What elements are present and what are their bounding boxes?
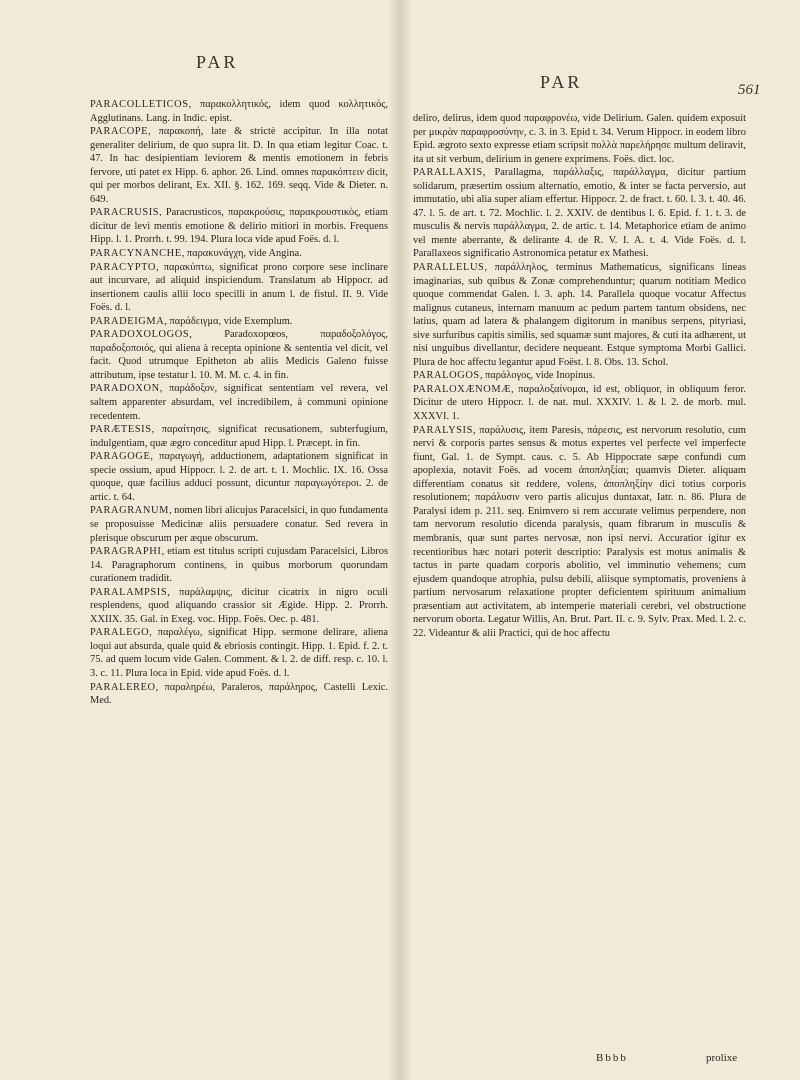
entry-text: , Paradoxopœos, παραδοξολόγος, παραδοξοποιός, qui aliena à recepta opinione & sententia vel dicit, vel facit. Quod utrumque Epitheton ab aliis Medicis Galeno fuisse attributum, ipse testatur l. 10. M. M. c. 4. in fin. [90,329,388,381]
entry-text: , παράλογος, vide Inopinus. [479,370,596,382]
entry-headword: PARÆTESIS [90,424,152,436]
dictionary-entry [90,328,388,382]
entry-text: , παρακοπή, late & strictè accipitur. In illa notat generaliter delirium, de quo supra lit. D. In qua etiam legitur Coac. t. 47. In hac desipientiam leviorem & mentis emotionem in febris fervore, uti patet ex Hipp. 6. aphor. 26. Lind. omnes παρακόπτειν dicit, qui per morbos delirant, Ex. XII. §. 162. 169. seqq. Vide & Dieter. n. 649. [90,126,388,205]
dictionary-entry [413,112,746,166]
entry-headword: PARALYSIS [413,424,473,436]
dictionary-entry [90,206,388,247]
entry-headword: PARACYPTO [90,261,157,273]
entry-headword: PARACOLLETICOS [90,99,189,110]
entry-headword: PARAGRANUM [90,505,169,517]
running-head-left: PAR [196,52,239,72]
entry-text: , παραγωγή, adductionem, adaptationem significat in specie ossium, apud Hippocr. l. 2. de art. t. 1. Mochlic. IX. 16. Ossa quoque, quæ facilius adduci possunt, dicuntur παραγωγότεροι. 2. de artic. t. 64. [90,451,388,503]
entry-headword: PARAGRAPHI [90,546,162,558]
dictionary-entry [90,125,388,206]
catchword: prolixe [706,1052,738,1064]
entry-text: , Parallagma, παράλλαξις, παράλλαγμα, dicitur partium solidarum, præsertim ossium alternatio, emotio, & inter se facta perversio, aut immutatio, ubi alia super aliam effertur. Hippocr. 2. de fract. t. 60. l. 3. t. 40. 46. 47. l. 5. de art. t. 72. Mochlic. l. 2. XXIV. de dentibus l. 6. Epid. f. 1. t. 3. de musculis & nervis παράλλαγμα, 2. de artic. t. 14. Metaphorice etiam de animo vel mente aberrante, & delirante 4. de R. V. I. A. t. 4. Vide Foës. d. l. Parallaxeos significatio Astronomica petatur ex Mathesi. [413,167,746,260]
dictionary-entry [90,423,388,450]
entry-text: , παρακολλητικός, idem quod κολλητικός, Agglutinans. Lang. in Indic. epist. [90,99,388,124]
entry-text: , παράλυσις, item Paresis, πάρεσις, est nervorum resolutio, cum nervi & corporis partes sensus & motus expertes vel perfecte vel imperfecte fiunt, Gal. 1. de Sympt. caus. c. 5. Ab Hippocrate sæpe confundi cum apoplexia, notavit Foës. ad vocem ἀποπληξίαι; quamvis Dieter. aliquam differentiam conatus sit reddere, volens, ἀποπληξίην dici totius corporis resolutionem; παράλυσιν vero partis alicujus duntaxat, Iatr. n. 86. Plura de Paralysi idem p. 211. seq. Enimvero si rem accurate velimus perpendere, non tam nervorum resolutio dicenda paralysis, quam fibrarum in musculis & membranis, quæ sunt partes nervosæ, non ipsi nervi. Accuratior igitur ex recentioribus hæc notari poterit descriptio: Paralysis est motus animalis & tactus in parte quadam corporis abolitio, vel imminutio vehemens; cum ejusdem quandoque atrophia, pulsu debili, aliisque symptomatis, proveniens à partium nervosarum relaxatione propter deficientem spirituum animalium præsentiam aut activitatem, ab intemperie materiali cerebri, vel obstructione nervorum oborta. Legatur Willis, An. Brut. Part. II. c. 9. Sylv. Prax. Med. l. 2. c. 22. Videantur & alii Practici, qui de hoc affectu [413,424,746,639]
entry-headword: PARALLAXIS [413,167,483,179]
dictionary-entry [90,626,388,680]
dictionary-entry [413,369,746,383]
dictionary-entry [413,383,746,424]
entry-text: , παράδοξον, significat sententiam vel revera, vel saltem apparenter absurdam, vel incredibilem, à communi opinione recedentem. [90,383,388,422]
dictionary-entry [90,247,388,261]
dictionary-entry [90,545,388,586]
dictionary-entry [90,681,388,708]
running-head-right: PAR [540,72,583,92]
right-column [413,112,746,640]
entry-text: , παρακύπτω, significat prono corpore sese inclinare aut incurvare, ad aliquid inspiciendum. Translatum ab Hippocr. ad insertionem caulis allii loco specilli in anum l. de fistul. II. 9. Vide Foës. d. l. [90,261,388,314]
dictionary-entry [90,315,388,329]
dictionary-entry [90,382,388,423]
entry-headword: PARADOXON [90,383,160,395]
left-column [90,98,388,708]
page-number: 561 [738,82,761,98]
entry-headword: PARALEGO [90,627,150,639]
dictionary-entry [90,504,388,545]
entry-headword: PARALOXÆNOMÆ [413,383,512,395]
entry-headword: PARACRUSIS [90,207,160,219]
entry-text: , παραληρέω, Paraleros, παράληρος, Castelli Lexic. Med. [90,681,388,707]
entry-text: , Paracrusticos, παρακρούσις, παρακρουστικός, etiam dicitur de levi mentis emotione & delirio mitiori in morbis. Frequens Hipp. l. 1. Prorrh. t. 99. 194. Plura loca vide apud Foës. d. l. [90,207,388,246]
entry-text: , παράλληλος, terminus Mathematicus, significans lineas imaginarias, sub quibus & Zonæ comprehenduntur; quarum notitiam Medico quoque commendat Galen. l. 3. aph. 14. Parallela quoque vocatur Affectus malignus cutaneus, internam manuum ac pedum partem tantum obsidens, nec latius, quam ad latera & phalangem digitorum in manibus serpens, pityriasi, sive surfuribus capitis similis, sed squamæ sunt majores, & cuti ita adhærent, ut nisi unguibus divellantur, decidere nequeant. Estque symptoma Morbi Gallici. Plura de hoc affectu legantur apud Foëst. l. 8. Obs. 13. Schol. [413,262,746,368]
entry-text: , παραλοξαίνομαι, id est, obliquor, in obliquum feror. Dicitur de utero Hippocr. l. de nat. mul. XXXIV. 1. & l. 2. de morb. mul. XXXVI. 1. [413,383,746,423]
entry-headword: PARALLELUS [413,262,485,274]
entry-text: deliro, delirus, idem quod παραφρονέω, vide Delirium. Galen. quidem exposuit per μικρὰν παραφροσύνην, c. 3. in 3. Epid t. 34. Verum Hippocr. in eodem libro Epid. ægroto sexto expresse etiam scripsit πολλὰ παρελήρησε multum deliravit, ita ut sit verbum, delirium in genere exprimens. Foës. dict. loc. [413,113,746,165]
entry-text: , etiam est titulus scripti cujusdam Paracelsici, Libros 14. Paragraphorum continens, in quibus morborum quorundam curationem tradidit. [90,546,388,585]
entry-headword: PARADOXOLOGOS [90,329,190,341]
entry-headword: PARACYNANCHE [90,248,182,260]
entry-headword: PARALEREO [90,681,156,693]
entry-text: , παρακυνάγχη, vide Angina. [181,248,302,260]
entry-headword: PARAGOGE [90,451,151,463]
entry-headword: PARALOGOS [413,370,480,382]
dictionary-entry [90,586,388,627]
dictionary-entry [90,98,388,125]
page-fold-shadow [388,0,412,1080]
entry-headword: PARACOPE [90,126,149,138]
entry-headword: PARALAMPSIS [90,586,168,598]
entry-text: , nomen libri alicujus Paracelsici, in quo fundamenta se proposuisse Medicinæ aliis persuadere conatur. Sed revera in plerisque obscurum per æque obscurum. [90,505,388,544]
dictionary-entry [90,450,388,504]
entry-text: , παράδειγμα, vide Exemplum. [164,315,293,327]
entry-text: , παράλαμψις, dicitur cicatrix in nigro oculi resplendens, quod aliquando crassior sit Ægide. Hipp. 2. Prorrh. XXIIX. 35. Gal. in Exeg. voc. Hipp. Foës. Oec. p. 481. [90,586,388,625]
entry-text: , παραίτησις, significat recusationem, subterfugium, indulgentiam, quæ ægro conceditur apud Hipp. l. Præcept. in fin. [90,424,388,449]
dictionary-entry [413,166,746,261]
dictionary-entry [413,261,746,369]
signature-mark: Bbbb [596,1052,628,1064]
dictionary-entry [90,261,388,315]
entry-headword: PARADEIGMA [90,315,165,327]
entry-text: , παραλέγω, significat Hipp. sermone delirare, aliena loqui aut absurda, quale quid & ebriosis contingit. Hipp. 1. Epid. f. 2. t. 75. ad quem locum vide Galen. Comment. & l. 2. de diff. resp. c. 10. l. 3. c. 11. Plura loca in Epid. vide apud Foës. d. l. [90,627,388,679]
dictionary-entry [413,424,746,641]
